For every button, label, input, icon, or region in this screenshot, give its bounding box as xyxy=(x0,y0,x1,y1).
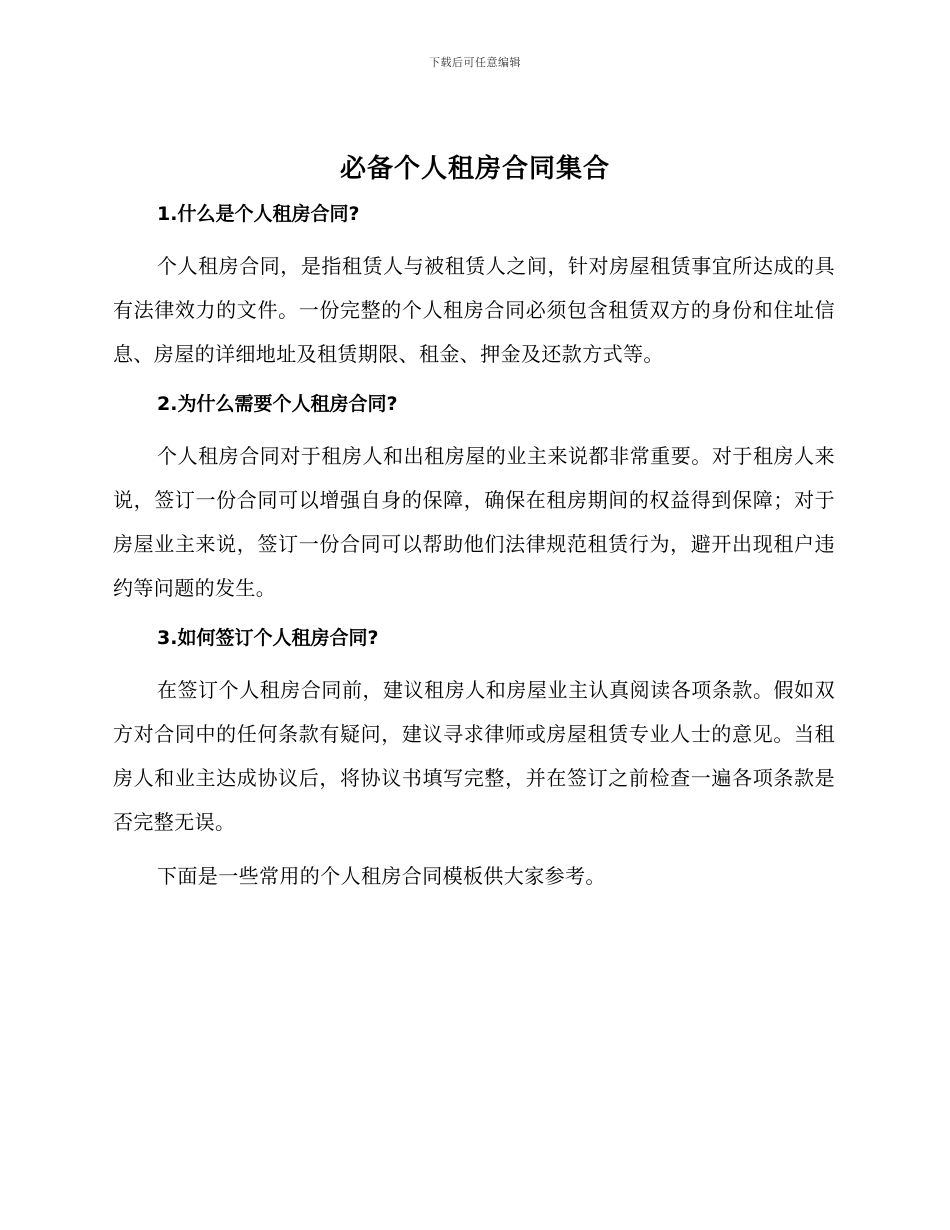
section-heading-1: 1.什么是个人租房合同? xyxy=(157,203,360,225)
section-paragraph-3: 在签订个人租房合同前，建议租房人和房屋业主认真阅读各项条款。假如双方对合同中的任何条款有疑问，建议寻求律师或房屋租赁专业人士的意见。当租房人和业主达成协议后，将协议书填写完整，并在签订之前检查一遍各项条款是否完整无误。 xyxy=(113,678,835,834)
document-title: 必备个人租房合同集合 xyxy=(339,154,610,184)
header-note: 下载后可任意编辑 xyxy=(429,56,521,69)
section-heading-2: 2.为什么需要个人租房合同? xyxy=(157,393,398,415)
section-heading-3: 3.如何签订个人租房合同? xyxy=(157,627,379,649)
section-paragraph-1: 个人租房合同，是指租赁人与被租赁人之间，针对房屋租赁事宜所达成的具有法律效力的文件。一份完整的个人租房合同必须包含租赁双方的身份和住址信息、房屋的详细地址及租赁期限、租金、押金及还款方式等。 xyxy=(113,254,835,366)
section-paragraph-2: 个人租房合同对于租房人和出租房屋的业主来说都非常重要。对于租房人来说，签订一份合同可以增强自身的保障，确保在租房期间的权益得到保障；对于房屋业主来说，签订一份合同可以帮助他们法律规范租赁行为，避开出现租户违约等问题的发生。 xyxy=(113,444,835,600)
closing-paragraph: 下面是一些常用的个人租房合同模板供大家参考。 xyxy=(157,864,606,888)
document-body xyxy=(113,196,835,908)
